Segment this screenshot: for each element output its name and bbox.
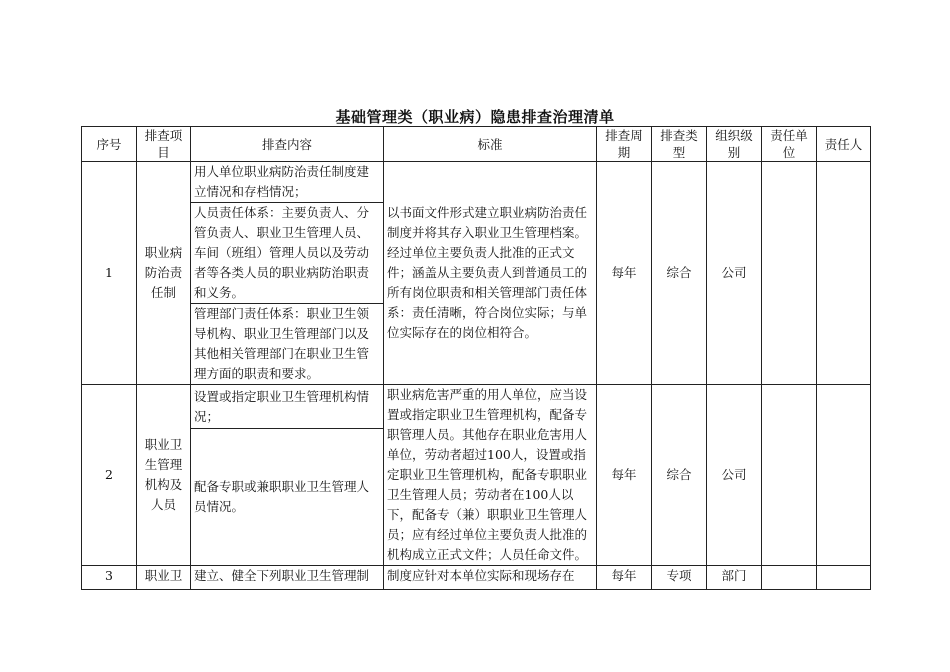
header-level: 组织级别	[707, 127, 762, 162]
row-standard: 职业病危害严重的用人单位，应当设置或指定职业卫生管理机构，配备专职管理人员。其他存在职业危害用人单位，劳动者超过100人，设置或指定职业卫生管理机构，配备专职职业卫生管理人员；劳动者在100人以下，配备专（兼）职职业卫生管理人员；应有经过单位主要负责人批准的机构成立正式文件；人员任命文件。	[384, 385, 597, 566]
header-person: 责任人	[817, 127, 871, 162]
header-item: 排查项目	[137, 127, 191, 162]
row-content: 人员责任体系：主要负责人、分管负责人、职业卫生管理人员、车间（班组）管理人员以及劳动者等各类人员的职业病防治职责和义务。	[191, 203, 384, 304]
row-type: 综合	[652, 385, 707, 566]
row-cycle: 每年	[597, 162, 652, 385]
table-row	[82, 162, 871, 203]
inspection-table	[81, 126, 871, 590]
row-item: 职业卫	[137, 566, 191, 590]
row-level: 公司	[707, 162, 762, 385]
row-unit	[762, 162, 817, 385]
row-seq: 1	[82, 162, 137, 385]
row-level: 公司	[707, 385, 762, 566]
row-seq: 2	[82, 385, 137, 566]
row-cycle: 每年	[597, 566, 652, 590]
row-content: 用人单位职业病防治责任制度建立情况和存档情况；	[191, 162, 384, 203]
row-item: 职业病防治责任制	[137, 162, 191, 385]
row-person	[817, 162, 871, 385]
row-seq: 3	[82, 566, 137, 590]
header-seq: 序号	[82, 127, 137, 162]
row-content: 配备专职或兼职职业卫生管理人员情况。	[191, 429, 384, 566]
header-type: 排查类型	[652, 127, 707, 162]
row-unit	[762, 566, 817, 590]
table-row	[82, 385, 871, 429]
row-content: 管理部门责任体系：职业卫生领导机构、职业卫生管理部门以及其他相关管理部门在职业卫生管理方面的职责和要求。	[191, 304, 384, 385]
header-unit: 责任单位	[762, 127, 817, 162]
header-content: 排查内容	[191, 127, 384, 162]
row-cycle: 每年	[597, 385, 652, 566]
row-type: 专项	[652, 566, 707, 590]
row-type: 综合	[652, 162, 707, 385]
header-cycle: 排查周期	[597, 127, 652, 162]
document-title: 基础管理类（职业病）隐患排查治理清单	[335, 108, 615, 126]
row-item: 职业卫生管理机构及人员	[137, 385, 191, 566]
header-row	[82, 127, 871, 162]
header-standard: 标准	[384, 127, 597, 162]
row-content: 设置或指定职业卫生管理机构情况；	[191, 385, 384, 429]
row-standard: 以书面文件形式建立职业病防治责任制度并将其存入职业卫生管理档案。经过单位主要负责人批准的正式文件；涵盖从主要负责人到普通员工的所有岗位职责和相关管理部门责任体系：责任清晰，符合岗位实际；与单位实际存在的岗位相符合。	[384, 162, 597, 385]
row-person	[817, 566, 871, 590]
row-unit	[762, 385, 817, 566]
row-content: 建立、健全下列职业卫生管理制	[191, 566, 384, 590]
row-level: 部门	[707, 566, 762, 590]
table-row	[82, 566, 871, 590]
row-person	[817, 385, 871, 566]
row-standard: 制度应针对本单位实际和现场存在	[384, 566, 597, 590]
